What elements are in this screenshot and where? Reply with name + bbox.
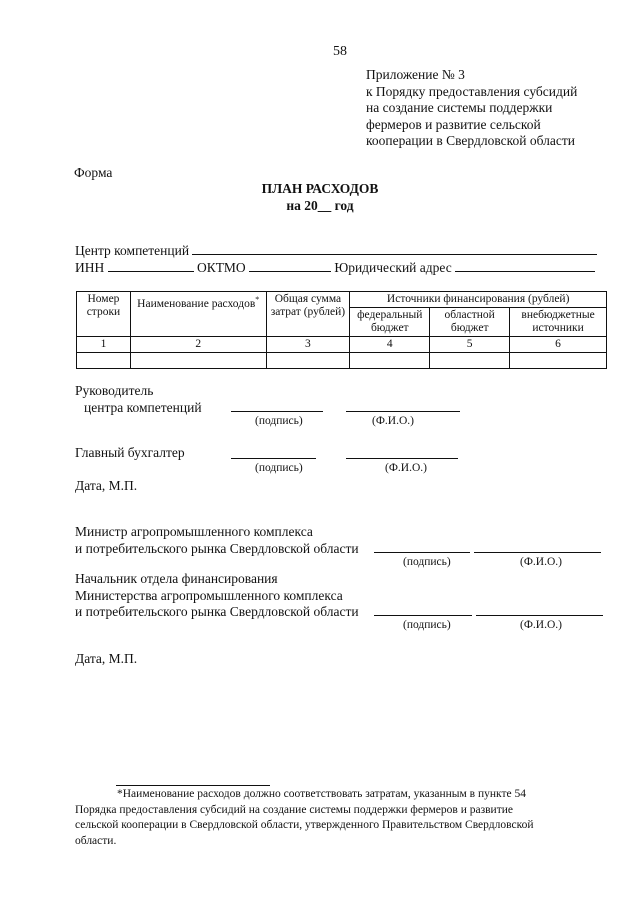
form-label: Форма [74,165,113,180]
footnote [75,787,613,849]
oktmo-label: ОКТМО [197,260,246,275]
date-stamp-label: Дата, М.П. [75,651,138,666]
head-title-line2: центра компетенций [84,399,202,415]
accountant-signature-line[interactable] [231,458,316,459]
footnote-line: Порядка предоставления субсидий на создание системы поддержки фермеров и развитие [75,803,513,816]
accountant-fio-line[interactable] [346,458,458,459]
column-number: 4 [350,337,430,353]
footnote-line: *Наименование расходов должно соответствовать затратам, указанным в пункте 54 [117,788,526,800]
header-federal-budget: федеральный бюджет [350,308,430,337]
chief-title-line1: Начальник отдела финансирования [75,571,278,586]
address-label: Юридический адрес [334,260,452,275]
ids-field-row [75,260,595,276]
chief-title-line2: Министерства агропромышленного комплекса [75,587,343,603]
chief-fio-line[interactable] [476,615,603,616]
sign-caption: (подпись) [255,415,303,427]
head-signature-block [75,383,202,416]
fio-caption: (Ф.И.О.) [520,556,562,568]
appendix-line: кооперации в Свердловской области [366,133,575,148]
column-number: 6 [510,337,607,353]
header-funding-sources: Источники финансирования (рублей) [350,292,607,308]
appendix-header [366,67,577,150]
appendix-line: к Порядку предоставления субсидий [366,83,578,99]
column-number: 1 [77,337,131,353]
column-number: 5 [430,337,510,353]
minister-title-line1: Министр агропромышленного комплекса [75,524,313,539]
table-cell-empty[interactable] [510,353,607,369]
footnote-mark: * [255,295,260,304]
table-cell-empty[interactable] [77,353,131,369]
header-total-amount: Общая сумма затрат (рублей) [266,292,350,337]
head-title-line1: Руководитель [75,383,154,398]
chief-signature-block [75,571,359,621]
head-fio-line[interactable] [346,411,460,412]
chief-title-line3: и потребительского рынка Свердловской области [75,604,359,619]
table-cell-empty[interactable] [130,353,266,369]
header-regional-budget: областной бюджет [430,308,510,337]
inn-label: ИНН [75,260,105,275]
footnote-line: сельской кооперации в Свердловской области, утвержденного Правительством Свердловской [75,819,534,831]
head-signature-line[interactable] [231,411,323,412]
center-label: Центр компетенций [75,243,190,258]
sign-caption: (подпись) [403,556,451,568]
header-row-number: Номер строки [77,292,131,337]
fio-caption: (Ф.И.О.) [520,619,562,631]
appendix-line: Приложение № 3 [366,67,465,82]
table-row [77,353,607,369]
header-expense-name: Наименование расходов* [130,292,266,337]
fio-caption: (Ф.И.О.) [372,415,414,427]
table-cell-empty[interactable] [430,353,510,369]
footnote-separator [116,785,270,786]
date-stamp-label: Дата, М.П. [75,478,138,493]
sign-caption: (подпись) [255,462,303,474]
inn-blank[interactable] [108,260,194,272]
title-year: на 20__ год [286,198,354,213]
minister-fio-line[interactable] [474,552,601,553]
center-blank[interactable] [192,243,597,255]
title-main: ПЛАН РАСХОДОВ [261,181,379,196]
table-row [77,337,607,353]
appendix-line: фермеров и развитие сельской [366,116,541,132]
sign-caption: (подпись) [403,619,451,631]
oktmo-blank[interactable] [249,260,331,272]
footnote-line: области. [75,834,117,847]
chief-signature-line[interactable] [374,615,472,616]
table-cell-empty[interactable] [350,353,430,369]
minister-signature-block [75,524,359,557]
table-cell-empty[interactable] [266,353,350,369]
address-blank[interactable] [455,260,595,272]
page-number: 58 [333,44,347,59]
column-number: 3 [266,337,350,353]
column-number: 2 [130,337,266,353]
appendix-line: на создание системы поддержки [366,100,553,115]
center-field-row [75,243,597,259]
minister-signature-line[interactable] [374,552,470,553]
expense-plan-table [76,291,607,369]
fio-caption: (Ф.И.О.) [385,462,427,474]
minister-title-line2: и потребительского рынка Свердловской области [75,540,359,556]
document-title [0,180,640,214]
accountant-label: Главный бухгалтер [75,445,185,460]
header-extrabudgetary: внебюджетные источники [510,308,607,337]
